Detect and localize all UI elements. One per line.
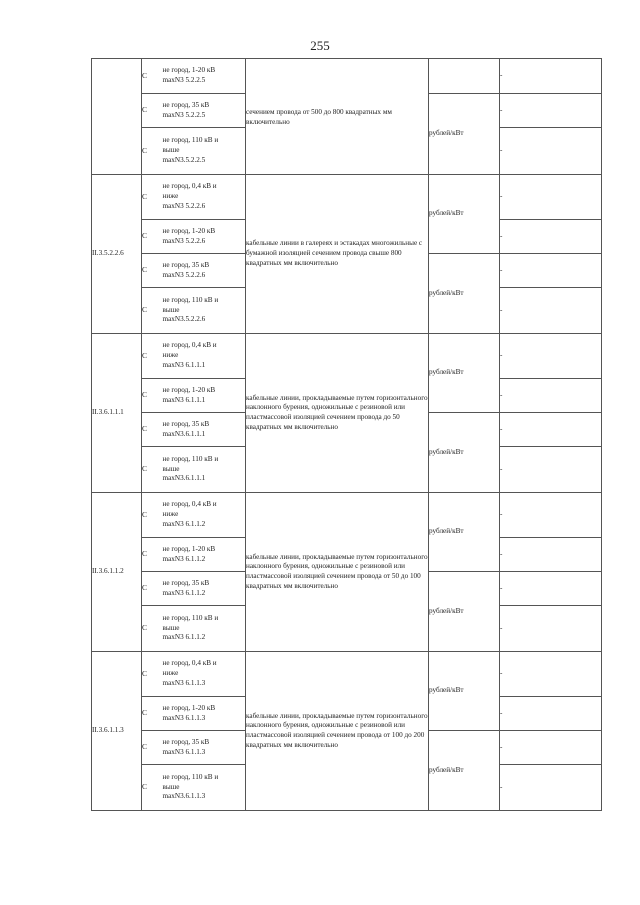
- row-description: кабельные линии, прокладываемые путем горизонтального наклонного бурения, одножильные с резиновой или пластмассовой изоляцией сечением провода от 100 до 200 квадратных мм включительно: [246, 652, 429, 811]
- voltage-label: выше: [162, 146, 180, 155]
- voltage-label: не город, 35 кВ: [162, 100, 210, 109]
- value-cell: -: [500, 697, 602, 731]
- row-category: С: [142, 128, 163, 175]
- voltage-cell: [163, 288, 246, 334]
- row-category: С: [142, 538, 163, 572]
- row-category: С: [142, 254, 163, 288]
- voltage-label: не город, 110 кВ и: [162, 613, 219, 622]
- unit-cell: рублей/кВт: [429, 413, 500, 493]
- voltage-cell: [163, 652, 246, 697]
- voltage-label: maxN3.5.2.2.6: [162, 315, 206, 324]
- voltage-cell: [163, 765, 246, 811]
- unit-cell: рублей/кВт: [429, 493, 500, 572]
- value-cell: -: [500, 572, 602, 606]
- value-cell: -: [500, 220, 602, 254]
- row-category: С: [142, 413, 163, 447]
- voltage-cell: [163, 731, 246, 765]
- voltage-cell: [163, 572, 246, 606]
- row-category: С: [142, 288, 163, 334]
- row-code: [92, 59, 142, 175]
- voltage-label: не город, 35 кВ: [162, 260, 210, 269]
- voltage-label: не город, 1-20 кВ: [162, 703, 216, 712]
- value-cell: -: [500, 379, 602, 413]
- voltage-label: maxN3.6.1.1.3: [162, 792, 206, 801]
- voltage-label: maxN3 5.2.2.6: [162, 270, 206, 279]
- voltage-label: ниже: [162, 510, 179, 519]
- value-cell: -: [500, 175, 602, 220]
- row-code: II.3.6.1.1.3: [92, 652, 142, 811]
- unit-cell: рублей/кВт: [429, 94, 500, 175]
- row-category: С: [142, 765, 163, 811]
- voltage-cell: [163, 447, 246, 493]
- voltage-label: не город, 35 кВ: [162, 419, 210, 428]
- voltage-label: не город, 110 кВ и: [162, 454, 219, 463]
- voltage-cell: [163, 59, 246, 94]
- voltage-cell: [163, 606, 246, 652]
- table-row: [92, 59, 602, 94]
- voltage-cell: [163, 697, 246, 731]
- voltage-label: не город, 0,4 кВ и: [162, 500, 217, 509]
- voltage-cell: [163, 175, 246, 220]
- row-category: С: [142, 220, 163, 254]
- voltage-cell: [163, 128, 246, 175]
- voltage-cell: [163, 334, 246, 379]
- row-category: С: [142, 572, 163, 606]
- value-cell: -: [500, 447, 602, 493]
- voltage-label: maxN3 5.2.2.5: [162, 110, 206, 119]
- voltage-cell: [163, 94, 246, 128]
- voltage-label: maxN3 6.1.1.3: [162, 678, 206, 687]
- voltage-label: не город, 0,4 кВ и: [162, 659, 217, 668]
- value-cell: -: [500, 254, 602, 288]
- voltage-label: не город, 1-20 кВ: [162, 385, 216, 394]
- unit-cell: рублей/кВт: [429, 254, 500, 334]
- voltage-label: не город, 110 кВ и: [162, 295, 219, 304]
- row-code: II.3.6.1.1.1: [92, 334, 142, 493]
- row-category: С: [142, 606, 163, 652]
- table-row: [92, 652, 602, 697]
- voltage-cell: [163, 493, 246, 538]
- value-cell: -: [500, 59, 602, 94]
- row-category: С: [142, 697, 163, 731]
- value-cell: -: [500, 288, 602, 334]
- unit-cell: рублей/кВт: [429, 175, 500, 254]
- voltage-label: maxN3 6.1.1.3: [162, 747, 206, 756]
- voltage-label: maxN3 5.2.2.5: [162, 76, 206, 84]
- voltage-label: maxN3 5.2.2.6: [162, 201, 206, 210]
- voltage-cell: [163, 254, 246, 288]
- voltage-label: выше: [162, 464, 180, 473]
- voltage-label: maxN3.6.1.1.1: [162, 474, 206, 483]
- voltage-cell: [163, 413, 246, 447]
- unit-cell: рублей/кВт: [429, 334, 500, 413]
- tariff-table: [91, 58, 602, 811]
- value-cell: -: [500, 765, 602, 811]
- unit-cell: рублей/кВт: [429, 572, 500, 652]
- voltage-label: ниже: [162, 351, 179, 360]
- row-code: II.3.6.1.1.2: [92, 493, 142, 652]
- row-description: кабельные линии, прокладываемые путем горизонтального наклонного бурения, одножильные с резиновой или пластмассовой изоляцией сечением провода от 50 до 100 квадратных мм включительно: [246, 493, 429, 652]
- voltage-label: выше: [162, 782, 180, 791]
- voltage-label: maxN3 6.1.1.2: [162, 588, 206, 597]
- unit-cell: рублей/кВт: [429, 731, 500, 811]
- voltage-cell: [163, 379, 246, 413]
- row-description: кабельные линии в галереях и эстакадах многожильные с бумажной изоляцией сечением провода свыше 800 квадратных мм включительно: [246, 175, 429, 334]
- voltage-label: maxN3 5.2.2.6: [162, 236, 206, 245]
- row-code: II.3.5.2.2.6: [92, 175, 142, 334]
- voltage-label: не город, 110 кВ и: [162, 772, 219, 781]
- voltage-label: maxN3.5.2.2.5: [162, 155, 206, 164]
- row-category: С: [142, 175, 163, 220]
- voltage-label: не город, 0,4 кВ и: [162, 341, 217, 350]
- row-category: С: [142, 59, 163, 94]
- voltage-label: не город, 1-20 кВ: [162, 226, 216, 235]
- row-category: С: [142, 652, 163, 697]
- voltage-label: не город, 35 кВ: [162, 737, 210, 746]
- voltage-label: не город, 110 кВ и: [162, 136, 219, 145]
- voltage-label: maxN3 6.1.1.1: [162, 395, 206, 404]
- voltage-label: maxN3.6.1.1.1: [162, 429, 206, 438]
- voltage-cell: [163, 538, 246, 572]
- voltage-label: maxN3 6.1.1.2: [162, 554, 206, 563]
- value-cell: -: [500, 538, 602, 572]
- table-row: [92, 493, 602, 538]
- row-category: С: [142, 379, 163, 413]
- voltage-label: не город, 1-20 кВ: [162, 66, 216, 75]
- page-number: 255: [310, 38, 330, 53]
- voltage-label: не город, 0,4 кВ и: [162, 182, 217, 191]
- voltage-label: ниже: [162, 192, 179, 201]
- voltage-label: ниже: [162, 669, 179, 678]
- value-cell: -: [500, 493, 602, 538]
- row-description: кабельные линии, прокладываемые путем горизонтального наклонного бурения, одножильные с резиновой или пластмассовой изоляцией сечением провода до 50 квадратных мм включительно: [246, 334, 429, 493]
- voltage-cell: [163, 220, 246, 254]
- row-category: С: [142, 334, 163, 379]
- value-cell: -: [500, 413, 602, 447]
- value-cell: -: [500, 652, 602, 697]
- row-category: С: [142, 94, 163, 128]
- voltage-label: maxN3 6.1.1.1: [162, 360, 206, 369]
- table-row: [92, 175, 602, 220]
- voltage-label: maxN3 6.1.1.3: [162, 713, 206, 722]
- value-cell: -: [500, 334, 602, 379]
- row-description: сечением провода от 500 до 800 квадратных мм включительно: [246, 59, 429, 175]
- value-cell: -: [500, 606, 602, 652]
- unit-cell: рублей/кВт: [429, 652, 500, 731]
- row-category: С: [142, 731, 163, 765]
- value-cell: -: [500, 128, 602, 175]
- row-category: С: [142, 447, 163, 493]
- value-cell: -: [500, 94, 602, 128]
- table-row: [92, 334, 602, 379]
- voltage-label: maxN3 6.1.1.2: [162, 519, 206, 528]
- voltage-label: выше: [162, 305, 180, 314]
- value-cell: -: [500, 731, 602, 765]
- row-category: С: [142, 493, 163, 538]
- voltage-label: не город, 35 кВ: [162, 578, 210, 587]
- voltage-label: выше: [162, 623, 180, 632]
- unit-cell: [429, 59, 500, 94]
- voltage-label: не город, 1-20 кВ: [162, 544, 216, 553]
- voltage-label: maxN3 6.1.1.2: [162, 633, 206, 642]
